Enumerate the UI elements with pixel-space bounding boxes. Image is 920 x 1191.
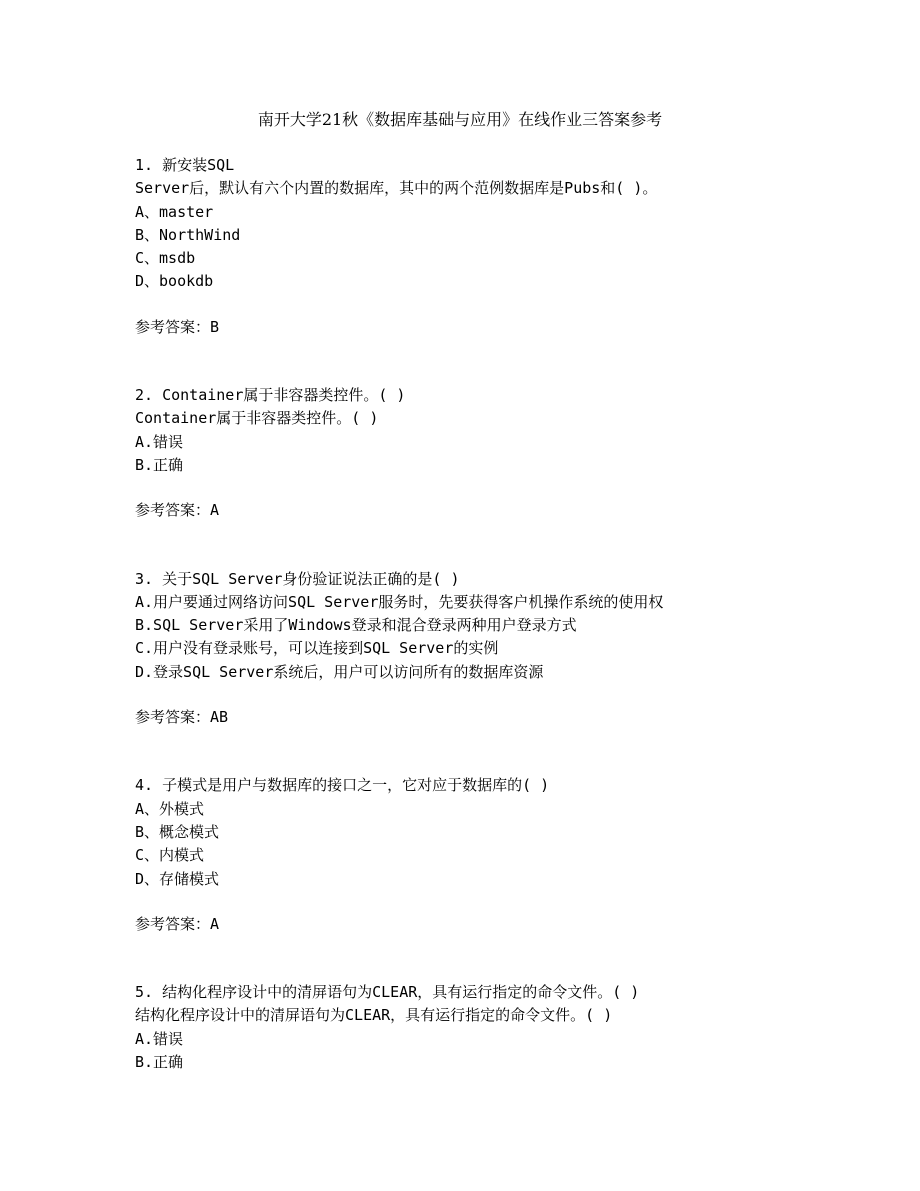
option-b: B、概念模式: [135, 822, 220, 841]
option-a: A、外模式: [135, 799, 205, 818]
question-2-stem-repeat: Container属于非容器类控件。( ): [135, 409, 379, 428]
option-c: C.用户没有登录账号，可以连接到SQL Server的实例: [135, 639, 499, 658]
question-number: 2.: [135, 386, 154, 405]
question-5-stem-repeat: 结构化程序设计中的清屏语句为CLEAR，具有运行指定的命令文件。( ): [135, 1006, 613, 1025]
question-2-stem: [135, 384, 895, 407]
question-list: [135, 154, 895, 1074]
option-c: C、内模式: [135, 846, 205, 865]
question-4-stem: [135, 774, 895, 797]
question-3: [135, 568, 895, 730]
option-d: D、bookdb: [135, 272, 214, 291]
option-a: A.错误: [135, 1029, 184, 1048]
option-c: C、msdb: [135, 249, 196, 268]
question-text: Container属于非容器类控件。( ): [162, 386, 406, 405]
question-5: [135, 981, 895, 1074]
option-a: A、master: [135, 202, 214, 221]
reference-answer: 参考答案：A: [135, 914, 220, 933]
question-4: [135, 774, 895, 936]
question-3-stem: [135, 568, 895, 591]
question-text: 新安装SQL: [162, 156, 235, 174]
option-b: B.SQL Server采用了Windows登录和混合登录两种用户登录方式: [135, 616, 577, 635]
option-d: D.登录SQL Server系统后，用户可以访问所有的数据库资源: [135, 662, 544, 681]
option-a: A.错误: [135, 432, 184, 451]
option-b: B.正确: [135, 455, 184, 474]
reference-answer: 参考答案：AB: [135, 708, 229, 727]
option-a: A.用户要通过网络访问SQL Server服务时，先要获得客户机操作系统的使用权: [135, 592, 664, 611]
option-b: B.正确: [135, 1053, 184, 1072]
page-title: 南开大学21秋《数据库基础与应用》在线作业三答案参考: [257, 110, 663, 129]
question-number: 4.: [135, 776, 154, 795]
question-1-stem: [135, 154, 895, 177]
question-text: 结构化程序设计中的清屏语句为CLEAR，具有运行指定的命令文件。( ): [162, 983, 640, 1002]
reference-answer: 参考答案：A: [135, 501, 220, 520]
question-1: [135, 154, 895, 339]
question-number: 5.: [135, 983, 154, 1002]
option-b: B、NorthWind: [135, 225, 241, 244]
question-1-stem-continued: Server后，默认有六个内置的数据库，其中的两个范例数据库是Pubs和( )。: [135, 179, 658, 198]
question-5-stem: [135, 981, 895, 1004]
question-2: [135, 384, 895, 522]
reference-answer: 参考答案：B: [135, 317, 220, 336]
question-text: 子模式是用户与数据库的接口之一，它对应于数据库的( ): [162, 776, 550, 795]
question-number: 1.: [135, 156, 154, 174]
question-number: 3.: [135, 569, 154, 588]
question-text: 关于SQL Server身份验证说法正确的是( ): [162, 569, 460, 588]
option-d: D、存储模式: [135, 869, 220, 888]
